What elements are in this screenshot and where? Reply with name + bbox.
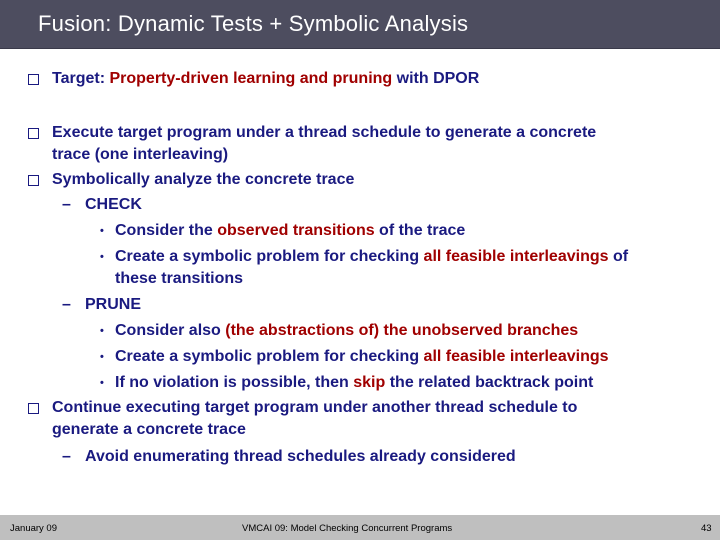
- symbolic-line: Symbolically analyze the concrete trace: [52, 171, 355, 188]
- check-b1-lead: Consider the: [115, 222, 218, 239]
- checkbox-bullet-icon: [28, 403, 39, 414]
- slide-title: Fusion: Dynamic Tests + Symbolic Analysis: [38, 11, 469, 36]
- check-b2-lead: Create a symbolic problem for checking: [115, 248, 424, 265]
- dot-bullet-icon: •: [100, 377, 104, 389]
- dash-bullet-icon: –: [62, 296, 71, 313]
- dot-bullet-icon: •: [100, 251, 104, 263]
- prune-b2-highlight: all feasible interleavings: [423, 348, 609, 365]
- continue-sub: Avoid enumerating thread schedules already considered: [85, 448, 516, 465]
- checkbox-bullet-icon: [28, 128, 39, 139]
- checkbox-bullet-icon: [28, 175, 39, 186]
- prune-bullet-1: [115, 321, 578, 341]
- dot-bullet-icon: •: [100, 325, 104, 337]
- check-b2-tail: of: [608, 248, 629, 265]
- target-line: [52, 69, 479, 89]
- check-b2-highlight: all feasible interleavings: [423, 248, 609, 265]
- prune-b1-highlight: (the abstractions of) the unobserved branches: [225, 322, 579, 339]
- target-highlight: Property-driven learning and pruning: [109, 70, 393, 87]
- footer-conference: VMCAI 09: Model Checking Concurrent Programs: [242, 523, 453, 534]
- check-bullet-2: [115, 247, 628, 267]
- continue-line-1: Continue executing target program under another thread schedule to: [52, 399, 578, 416]
- prune-b3-tail: the related backtrack point: [385, 374, 594, 391]
- dot-bullet-icon: •: [100, 225, 104, 237]
- execute-line-2: trace (one interleaving): [52, 146, 229, 163]
- prune-b2-lead: Create a symbolic problem for checking: [115, 348, 424, 365]
- footer-page-number: 43: [701, 523, 712, 534]
- check-bullet-2-cont: these transitions: [115, 270, 244, 287]
- footer-bar: [0, 515, 720, 540]
- prune-b1-lead: Consider also: [115, 322, 226, 339]
- footer-date: January 09: [10, 523, 58, 534]
- continue-line-2: generate a concrete trace: [52, 421, 246, 438]
- prune-b3-highlight: skip: [353, 374, 386, 391]
- prune-label: PRUNE: [85, 296, 142, 313]
- check-b1-highlight: observed transitions: [217, 222, 375, 239]
- target-tail: with DPOR: [392, 70, 480, 87]
- dot-bullet-icon: •: [100, 351, 104, 363]
- prune-bullet-2: [115, 347, 609, 367]
- dash-bullet-icon: –: [62, 448, 71, 465]
- prune-b3-lead: If no violation is possible, then: [115, 374, 354, 391]
- dash-bullet-icon: –: [62, 196, 71, 213]
- target-lead: Target:: [52, 70, 110, 87]
- check-label: CHECK: [85, 196, 142, 213]
- checkbox-bullet-icon: [28, 74, 39, 85]
- check-bullet-1: [115, 221, 465, 241]
- execute-line-1: Execute target program under a thread schedule to generate a concrete: [52, 124, 597, 141]
- check-b1-tail: of the trace: [374, 222, 466, 239]
- prune-bullet-3: [115, 373, 593, 393]
